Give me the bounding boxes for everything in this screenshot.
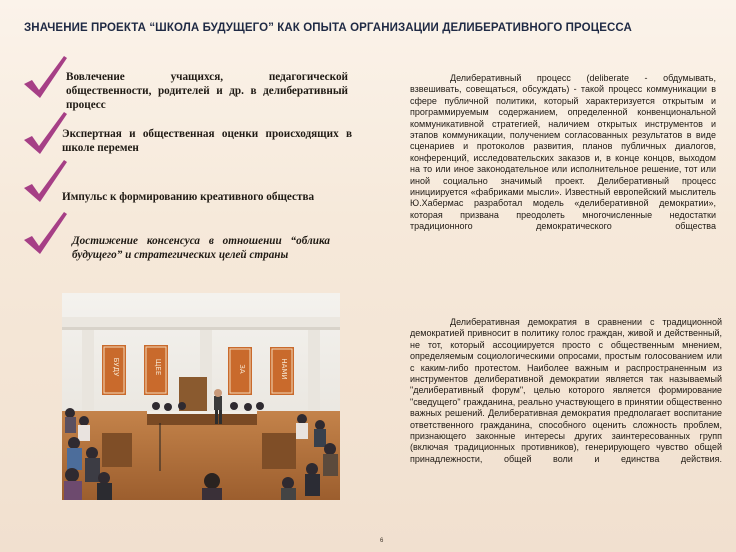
bullet-item xyxy=(20,110,352,156)
bullet-text: Вовлечение учащихся, педагогической общественности, родителей и др. в делиберативный процесс xyxy=(66,71,348,111)
banner-text: НАМИ xyxy=(280,358,288,380)
banner-text: ЗА xyxy=(238,364,246,374)
paragraph-deliberative-process: Делиберативный процесс (deliberate - обдумывать, взвешивать, совещаться, обсуждать) - такой процесс коммуникации в сфере публичной политики, который характеризуется открытым и программируемым содержанием, определенной конвенциональной коммуникативной стратегией, наличием открытых инструментов и этапов коммуникации, получением согласованных результатов в виде сценариев и протоколов развития, планов публичных диалогов, конференций, исследовательских заказов и, в конце концов, выходом на то или иное законодательное или исполнительное решение, тот или иной социально значимый проект. Делиберативный процесс инициируется «фабриками мысли». Известный европейский мыслитель Ю.Хабермас разработал модель «делиберативной демократии», которая призвана преодолеть многочисленные недостатки традиционного демократического общества xyxy=(410,73,716,232)
banner-text: БУДУ xyxy=(112,357,120,377)
bullet-text: Достижение консенсуса в отношении “облика будущего” и стратегических целей страны xyxy=(72,235,330,261)
conference-photo xyxy=(62,293,340,500)
checkmark-icon xyxy=(20,54,68,100)
banner-za xyxy=(228,347,252,395)
bullet-text: Импульс к формированию креативного общества xyxy=(62,191,315,203)
banner-schee xyxy=(144,345,168,395)
banner-buduschee xyxy=(102,345,126,395)
slide-title: ЗНАЧЕНИЕ ПРОЕКТА “ШКОЛА БУДУЩЕГО” КАК ОПЫТА ОРГАНИЗАЦИИ ДЕЛИБЕРАТИВНОГО ПРОЦЕССА xyxy=(24,22,632,34)
checkmark-icon xyxy=(20,210,68,256)
page-number: 6 xyxy=(380,538,384,544)
banner-nami xyxy=(270,347,294,395)
checkmark-icon xyxy=(20,158,68,204)
bullet-item xyxy=(20,54,348,112)
banner-text: ЩЕЕ xyxy=(154,358,162,376)
bullet-text: Экспертная и общественная оценки происходящих в школе перемен xyxy=(62,128,352,154)
bullet-item xyxy=(20,158,352,204)
paragraph-deliberative-democracy: Делиберативная демократия в сравнении с традиционной демократией привносит в политику голос граждан, живой и действенный, не тот, который ассоциируется просто с общественным мнением, определяемым социологическими опросами, простым голосованием или с каким-либо протестом. Наиболее важным и распространенным из инструментов делиберативной демократии является так называемый "делиберативный форум", целью которого является формирование "сведущего" гражданина, реально участвующего в принятии общественно важных решений. Делиберативная демократия предполагает воспитание ответственного гражданина, способного оценить сложность проблем, признающего законные интересы других заинтересованных групп (включая традиционных противников), генерирующего чувство общей принадлежности, общей воли и единства действия. xyxy=(410,317,722,464)
bullet-item xyxy=(20,210,330,262)
checkmark-icon xyxy=(20,110,68,156)
